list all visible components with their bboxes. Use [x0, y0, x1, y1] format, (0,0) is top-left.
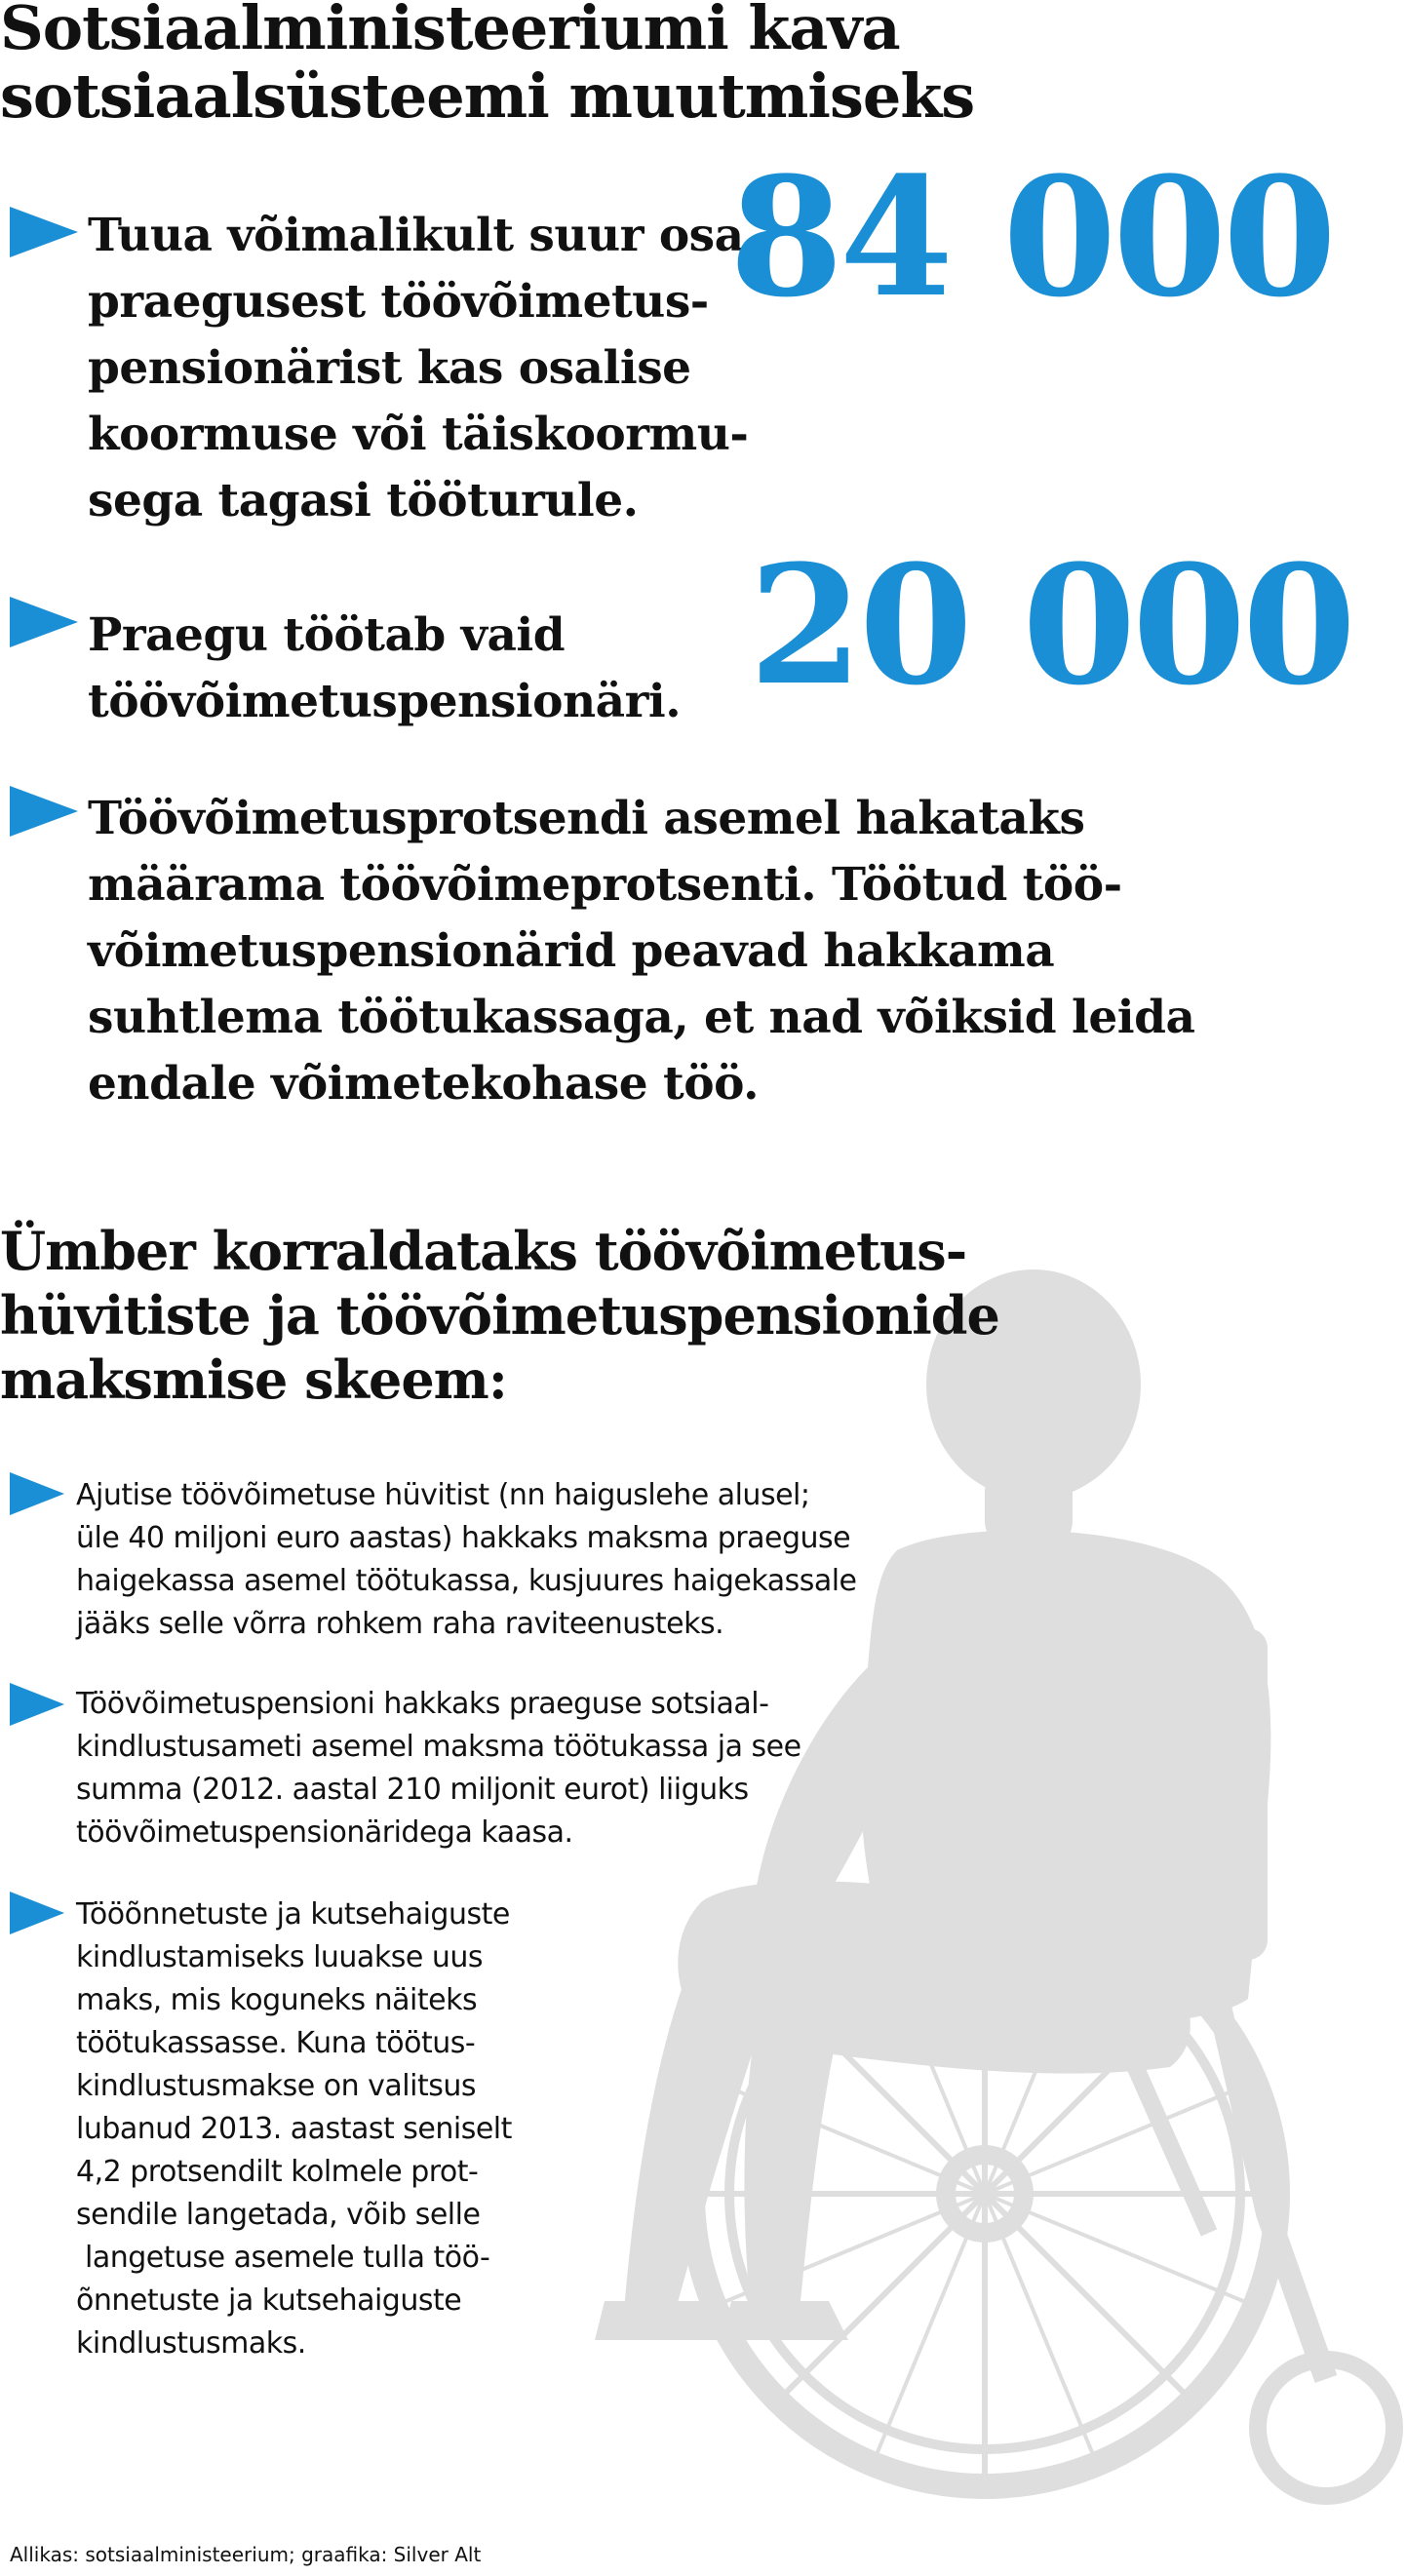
- stat-number-84000: 84 000: [729, 140, 1333, 333]
- point-3-line: Töövõimetusprotsendi asemel hakataks: [88, 792, 1085, 845]
- point-1-text: [88, 203, 748, 534]
- point-2-text: [88, 603, 681, 735]
- detail-1-line: Ajutise töövõimetuse hüvitist (nn haiguslehe alusel;: [76, 1478, 810, 1512]
- detail-3-line: sendile langetada, võib selle: [76, 2198, 481, 2232]
- detail-3-line: õnnetuste ja kutsehaiguste: [76, 2283, 462, 2318]
- point-1-line: praegusest töövõimetus-: [88, 275, 709, 329]
- detail-3-line: kindlustusmakse on valitsus: [76, 2069, 477, 2103]
- detail-1-line: üle 40 miljoni euro aastas) hakkaks maksma praeguse: [76, 1521, 851, 1555]
- detail-1-line: jääks selle võrra rohkem raha raviteenusteks.: [76, 1607, 724, 1641]
- detail-1-text: [76, 1474, 857, 1646]
- detail-3-line: maks, mis koguneks näiteks: [76, 1983, 478, 2017]
- page-title-line-2: sotsiaalsüsteemi muutmiseks: [0, 60, 975, 132]
- detail-2-line: summa (2012. aastal 210 miljonit eurot) liiguks: [76, 1773, 749, 1807]
- point-1-line: sega tagasi tööturule.: [88, 474, 639, 527]
- bullet-arrow-icon: [10, 1472, 64, 1515]
- detail-3-line: 4,2 protsendilt kolmele prot-: [76, 2155, 479, 2189]
- bullet-arrow-icon: [10, 1892, 64, 1934]
- section-heading-line: hüvitiste ja töövõimetuspensionide: [0, 1284, 999, 1347]
- point-2-line: Praegu töötab vaid: [88, 608, 566, 662]
- detail-2-line: töövõimetuspensionäridega kaasa.: [76, 1815, 573, 1850]
- detail-3-line: lubanud 2013. aastast seniselt: [76, 2112, 512, 2146]
- point-1-line: Tuua võimalikult suur osa: [88, 209, 744, 262]
- point-3-line: võimetuspensionärid peavad hakkama: [88, 924, 1055, 978]
- detail-3-line: langetuse asemele tulla töö-: [76, 2241, 490, 2275]
- bullet-arrow-icon: [10, 786, 78, 837]
- source-credit: Allikas: sotsiaalministeerium; graafika: Silver Alt: [10, 2543, 482, 2566]
- bullet-arrow-icon: [10, 1683, 64, 1726]
- point-3-line: määrama töövõimeprotsenti. Töötud töö-: [88, 858, 1122, 912]
- bullet-arrow-icon: [10, 207, 78, 257]
- detail-3-line: kindlustamiseks luuakse uus: [76, 1940, 483, 1974]
- page-title: [0, 0, 1170, 131]
- section-heading-line: maksmise skeem:: [0, 1348, 507, 1411]
- stat-number-20000: 20 000: [749, 528, 1352, 722]
- detail-1-line: haigekassa asemel töötukassa, kusjuures haigekassale: [76, 1564, 857, 1598]
- detail-2-line: kindlustusameti asemel maksma töötukassa ja see: [76, 1730, 801, 1764]
- detail-3-line: Tööõnnetuste ja kutsehaiguste: [76, 1897, 510, 1932]
- detail-3-text: [76, 1893, 512, 2365]
- detail-2-text: [76, 1683, 801, 1854]
- page-title-line-1: Sotsiaalministeeriumi kava: [0, 0, 900, 63]
- wheelchair-silhouette-illustration: [527, 1258, 1406, 2576]
- detail-3-line: töötukassasse. Kuna töötus-: [76, 2026, 476, 2060]
- point-1-line: koormuse või täiskoormu-: [88, 408, 749, 461]
- section-heading-line: Ümber korraldataks töövõimetus-: [0, 1220, 967, 1282]
- section-heading: [0, 1219, 999, 1412]
- detail-2-line: Töövõimetuspensioni hakkaks praeguse sotsiaal-: [76, 1687, 769, 1721]
- bullet-arrow-icon: [10, 597, 78, 647]
- point-3-text: [88, 786, 1194, 1117]
- point-3-line: endale võimetekohase töö.: [88, 1057, 759, 1111]
- point-3-line: suhtlema töötukassaga, et nad võiksid leida: [88, 991, 1195, 1044]
- point-1-line: pensionärist kas osalise: [88, 341, 691, 395]
- point-2-line: töövõimetuspensionäri.: [88, 675, 682, 728]
- detail-3-line: kindlustusmaks.: [76, 2326, 306, 2361]
